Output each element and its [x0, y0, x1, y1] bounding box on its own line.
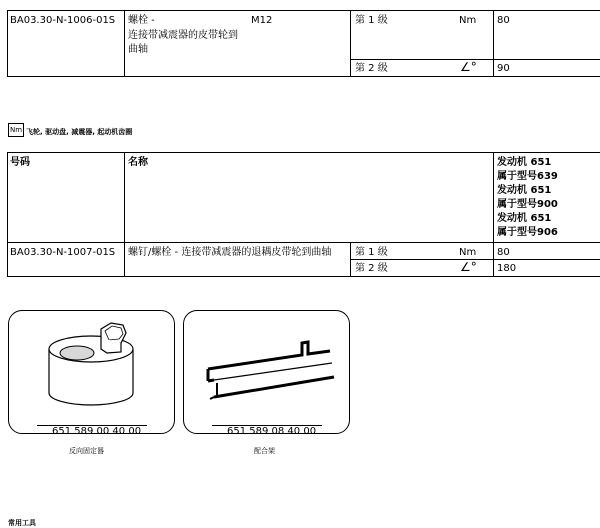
engine-line: 发动机 651	[497, 185, 552, 196]
stage-1-label: 第 1 级	[355, 15, 388, 26]
engine-line: 属于型号900	[497, 199, 558, 210]
stage-1-label: 第 1 级	[355, 247, 388, 258]
nm-icon: Nm	[8, 123, 24, 137]
counter-holder-icon	[9, 311, 174, 411]
part-name-line3: 曲轴	[128, 44, 148, 55]
part-name: 螺钉/螺栓 - 连接带减震器的退耦皮带轮到曲轴	[128, 247, 332, 258]
part-name-line1: 螺栓 -	[128, 15, 155, 26]
engine-line: 发动机 651	[497, 213, 552, 224]
stage-2-label: 第 2 级	[355, 63, 388, 74]
angle-value: 90	[497, 63, 510, 74]
part-number: BA03.30-N-1007-01S	[10, 247, 116, 258]
torque-unit: Nm	[459, 247, 477, 258]
angle-icon: ∠°	[460, 260, 477, 274]
torque-value: 80	[497, 247, 510, 258]
angle-value: 180	[497, 263, 517, 274]
torque-value: 80	[497, 15, 510, 26]
tool-name: 配合架	[254, 447, 275, 455]
part-number: BA03.30-N-1006-01S	[10, 15, 116, 26]
header-number: 号码	[10, 157, 30, 168]
part-name-line2: 连接带减震器的皮带轮到	[128, 30, 238, 41]
tool-name: 反向固定器	[69, 447, 104, 455]
engine-line: 发动机 651	[497, 157, 552, 168]
angle-icon: ∠°	[460, 60, 477, 74]
tool-card-fitting-frame	[183, 310, 350, 437]
torque-unit: Nm	[459, 15, 477, 26]
section-title: 飞轮, 驱动盘, 减震器, 起动机齿圈	[26, 128, 133, 136]
header-name: 名称	[128, 157, 148, 168]
footer-title: 常用工具	[8, 519, 36, 527]
engine-line: 属于型号639	[497, 171, 558, 182]
engine-line: 属于型号906	[497, 227, 558, 238]
tool-card-counter-holder	[8, 310, 175, 437]
tool-code: 651 589 00 40 00	[52, 426, 142, 437]
thread-size: M12	[251, 15, 273, 26]
tool-code: 651 589 08 40 00	[227, 426, 317, 437]
fitting-frame-icon	[184, 311, 349, 411]
stage-2-label: 第 2 级	[355, 263, 388, 274]
